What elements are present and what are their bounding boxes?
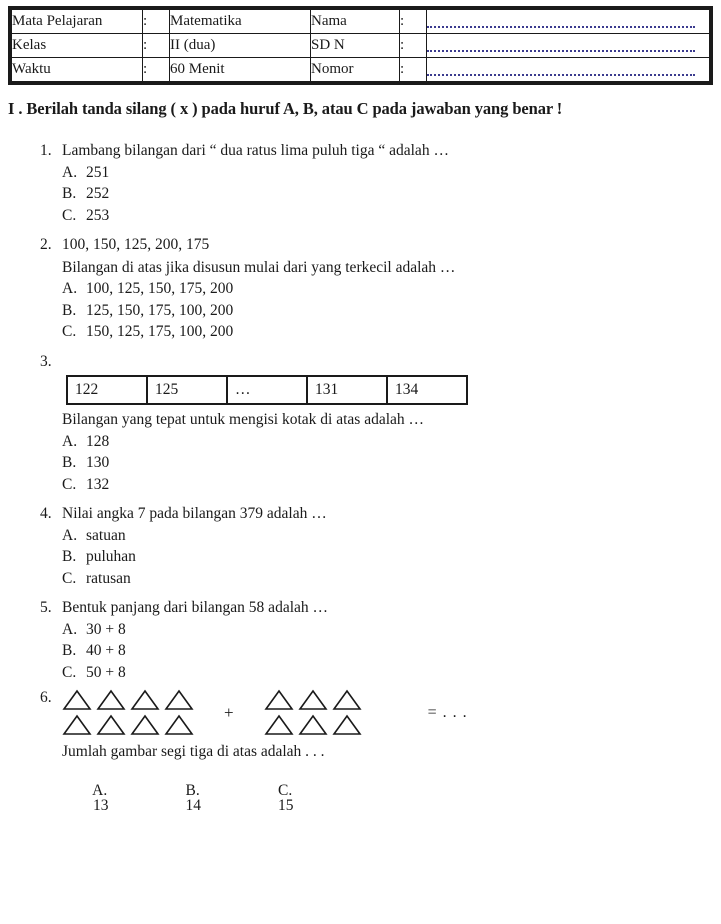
option-letter: C. [62, 206, 77, 224]
sequence-cell-5: 134 [387, 376, 467, 404]
option-text: ratusan [86, 569, 131, 587]
option-a[interactable] [62, 434, 721, 450]
equals-blank: = . . . [427, 703, 468, 721]
triangle-icon [62, 689, 92, 711]
question-text: 100, 150, 125, 200, 175 [62, 236, 210, 253]
option-text: 30 + 8 [86, 620, 126, 638]
header-value-subject: Matematika [170, 10, 311, 34]
dotted-line [427, 39, 695, 52]
header-label-school: SD N [311, 34, 400, 58]
triangle-icon [298, 714, 328, 736]
header-label-subject: Mata Pelajaran [12, 10, 143, 34]
question-1 [0, 129, 721, 223]
option-letter: A. [92, 781, 108, 799]
option-letter: C. [62, 663, 77, 681]
number-sequence-table [66, 375, 468, 405]
triangle-icon [298, 689, 328, 711]
option-text: 150, 125, 175, 100, 200 [86, 323, 234, 340]
options-list [62, 622, 721, 681]
triangle-icon [164, 714, 194, 736]
options-list [62, 165, 721, 224]
header-field-school[interactable] [427, 34, 710, 58]
option-letter: B. [62, 454, 77, 471]
question-number: 4. [40, 505, 52, 522]
option-a[interactable] [62, 281, 721, 297]
question-number: 3. [40, 352, 52, 370]
option-a[interactable] [62, 165, 721, 181]
triangle-row [62, 688, 198, 713]
option-c[interactable] [62, 208, 721, 224]
option-c[interactable] [62, 571, 721, 587]
option-b[interactable] [62, 549, 721, 565]
options-list [62, 528, 721, 587]
question-number: 2. [40, 236, 52, 253]
option-letter: C. [278, 781, 293, 799]
triangle-icon [264, 689, 294, 711]
header-colon: : [400, 10, 427, 34]
option-b[interactable] [62, 303, 721, 319]
triangle-figure [62, 688, 721, 738]
triangle-icon [264, 714, 294, 736]
option-letter: A. [62, 432, 78, 450]
option-letter: A. [62, 620, 78, 638]
triangle-icon [62, 714, 92, 736]
section-heading: I . Berilah tanda silang ( x ) pada huruf A, B, atau C pada jawaban yang benar ! [8, 99, 563, 118]
option-text: 50 + 8 [86, 663, 126, 681]
option-b[interactable] [62, 186, 721, 202]
header-label-number: Nomor [311, 58, 400, 82]
header-table-body [12, 10, 710, 82]
question-number: 6. [40, 689, 52, 706]
option-letter: A. [62, 280, 78, 297]
option-text: 251 [86, 163, 110, 181]
triangle-row [264, 713, 366, 738]
dotted-line [427, 63, 695, 76]
option-text: 253 [86, 206, 110, 224]
triangle-group-1 [62, 688, 198, 738]
question-6 [0, 680, 721, 829]
option-text: satuan [86, 526, 126, 544]
option-text: 14 [185, 797, 201, 814]
option-c[interactable] [247, 767, 294, 829]
header-value-class: II (dua) [170, 34, 311, 58]
question-text: Bentuk panjang dari bilangan 58 adalah … [62, 599, 329, 616]
option-letter: B. [62, 548, 77, 565]
option-b[interactable] [155, 767, 202, 829]
table-row [67, 376, 467, 404]
sequence-cell-2: 125 [147, 376, 227, 404]
question-4 [0, 492, 721, 586]
question-text: Lambang bilangan dari “ dua ratus lima puluh tiga “ adalah … [62, 142, 449, 159]
sequence-cell-4: 131 [307, 376, 387, 404]
question-subtext: Bilangan di atas jika disusun mulai dari yang terkecil adalah … [62, 258, 456, 276]
option-letter: B. [62, 301, 77, 319]
header-label-time: Waktu [12, 58, 143, 82]
question-number: 1. [40, 142, 52, 159]
option-letter: C. [62, 323, 77, 340]
table-row [12, 10, 710, 34]
header-label-class: Kelas [12, 34, 143, 58]
table-row [12, 58, 710, 82]
triangle-icon [332, 714, 362, 736]
option-c[interactable] [62, 665, 721, 681]
triangle-icon [96, 689, 126, 711]
option-letter: A. [62, 163, 78, 181]
option-text: 13 [93, 797, 109, 814]
question-subtext: Jumlah gambar segi tiga di atas adalah . . . [62, 742, 325, 760]
triangle-icon [130, 714, 160, 736]
option-b[interactable] [62, 455, 721, 471]
header-colon: : [400, 34, 427, 58]
option-text: puluhan [86, 548, 136, 565]
header-label-name: Nama [311, 10, 400, 34]
options-list [62, 767, 721, 829]
question-3 [0, 340, 721, 493]
option-a[interactable] [62, 767, 109, 829]
option-text: 130 [86, 454, 110, 471]
triangle-row [264, 688, 366, 713]
option-a[interactable] [62, 528, 721, 544]
header-colon: : [143, 58, 170, 82]
question-5 [0, 586, 721, 680]
option-letter: B. [62, 642, 77, 659]
option-text: 128 [86, 432, 110, 450]
triangle-row [62, 713, 198, 738]
option-b[interactable] [62, 643, 721, 659]
header-field-number[interactable] [427, 58, 710, 82]
header-colon: : [143, 34, 170, 58]
dotted-line [427, 15, 695, 28]
option-letter: C. [62, 475, 77, 493]
questions-list [0, 129, 721, 829]
plus-sign: + [224, 703, 234, 722]
option-letter: C. [62, 569, 77, 587]
option-text: 125, 150, 175, 100, 200 [86, 301, 234, 319]
question-number: 5. [40, 599, 52, 616]
options-list [62, 281, 721, 340]
option-text: 40 + 8 [86, 642, 126, 659]
table-row [12, 34, 710, 58]
header-colon: : [143, 10, 170, 34]
option-letter: A. [62, 526, 78, 544]
option-letter: B. [62, 185, 77, 202]
question-2 [0, 223, 721, 340]
triangle-icon [130, 689, 160, 711]
exam-header-table [8, 6, 713, 85]
sequence-cell-1: 122 [67, 376, 147, 404]
options-list [62, 434, 721, 493]
option-text: 15 [278, 797, 294, 814]
question-text: Nilai angka 7 pada bilangan 379 adalah … [62, 505, 327, 522]
option-c[interactable] [62, 477, 721, 493]
option-a[interactable] [62, 622, 721, 638]
triangle-icon [164, 689, 194, 711]
triangle-icon [332, 689, 362, 711]
option-c[interactable] [62, 324, 721, 340]
sequence-cell-blank: … [227, 376, 307, 404]
header-field-name[interactable] [427, 10, 710, 34]
option-text: 100, 125, 150, 175, 200 [86, 280, 234, 297]
header-value-time: 60 Menit [170, 58, 311, 82]
option-letter: B. [185, 781, 200, 799]
question-subtext: Bilangan yang tepat untuk mengisi kotak di atas adalah … [62, 411, 425, 428]
header-colon: : [400, 58, 427, 82]
triangle-group-2 [264, 688, 366, 738]
option-text: 132 [86, 475, 110, 493]
triangle-icon [96, 714, 126, 736]
option-text: 252 [86, 185, 110, 202]
